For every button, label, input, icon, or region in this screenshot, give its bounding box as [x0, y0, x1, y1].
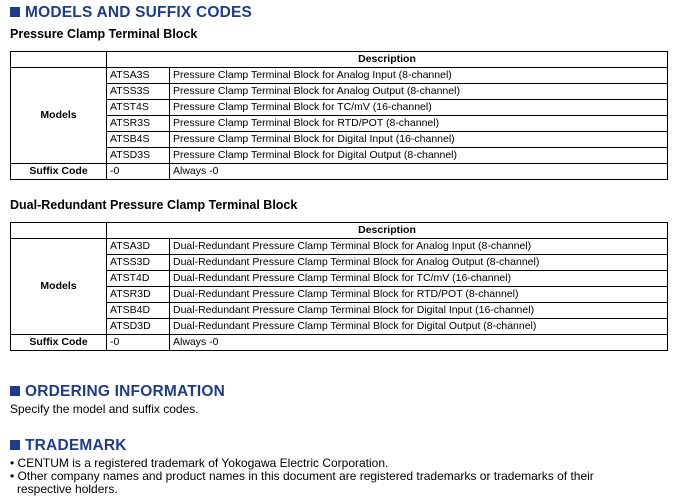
- table-row: [11, 68, 668, 84]
- model-description: Pressure Clamp Terminal Block for Analog Input (8-channel): [170, 68, 668, 84]
- trademark-item: • CENTUM is a registered trademark of Yokogawa Electric Corporation.: [10, 456, 389, 470]
- model-code: ATSR3D: [107, 287, 170, 303]
- table-row: [11, 271, 668, 287]
- table-row: [11, 255, 668, 271]
- model-code: ATSS3S: [107, 84, 170, 100]
- model-code: ATSA3D: [107, 239, 170, 255]
- square-bullet-icon: [10, 440, 20, 450]
- suffix-row: [11, 335, 668, 351]
- table-row: [11, 148, 668, 164]
- suffix-code: -0: [107, 335, 170, 351]
- suffix-description: Always -0: [170, 335, 668, 351]
- table-row: [11, 100, 668, 116]
- description-header: Description: [107, 52, 668, 68]
- models-section-title: MODELS AND SUFFIX CODES: [25, 4, 253, 21]
- model-description: Pressure Clamp Terminal Block for Analog Output (8-channel): [170, 84, 668, 100]
- empty-header-cell: [11, 223, 107, 239]
- model-description: Pressure Clamp Terminal Block for Digital Output (8-channel): [170, 148, 668, 164]
- suffix-description: Always -0: [170, 164, 668, 180]
- trademark-item-continuation: respective holders.: [17, 482, 118, 496]
- model-code: ATST4S: [107, 100, 170, 116]
- description-header: Description: [107, 223, 668, 239]
- model-code: ATSR3S: [107, 116, 170, 132]
- models-section-heading: [10, 4, 252, 22]
- model-description: Pressure Clamp Terminal Block for Digital Input (16-channel): [170, 132, 668, 148]
- model-description: Pressure Clamp Terminal Block for TC/mV (16-channel): [170, 100, 668, 116]
- model-code: ATSD3D: [107, 319, 170, 335]
- suffix-row: [11, 164, 668, 180]
- dual-redundant-table: [10, 222, 668, 351]
- model-description: Dual-Redundant Pressure Clamp Terminal Block for TC/mV (16-channel): [170, 271, 668, 287]
- model-code: ATSD3S: [107, 148, 170, 164]
- table-header-row: [11, 223, 668, 239]
- ordering-section-title: ORDERING INFORMATION: [25, 383, 226, 400]
- trademark-text: [10, 457, 670, 496]
- model-code: ATSA3S: [107, 68, 170, 84]
- ordering-text: [10, 403, 670, 416]
- table2-title: Dual-Redundant Pressure Clamp Terminal Block: [10, 198, 298, 212]
- model-description: Dual-Redundant Pressure Clamp Terminal Block for Analog Input (8-channel): [170, 239, 668, 255]
- table-row: [11, 287, 668, 303]
- table-row: [11, 239, 668, 255]
- suffix-code-label: Suffix Code: [11, 164, 107, 180]
- suffix-code-label: Suffix Code: [11, 335, 107, 351]
- model-code: ATSS3D: [107, 255, 170, 271]
- empty-header-cell: [11, 52, 107, 68]
- table1-title: Pressure Clamp Terminal Block: [10, 27, 198, 41]
- model-description: Pressure Clamp Terminal Block for RTD/POT (8-channel): [170, 116, 668, 132]
- model-description: Dual-Redundant Pressure Clamp Terminal Block for Analog Output (8-channel): [170, 255, 668, 271]
- model-code: ATSB4S: [107, 132, 170, 148]
- square-bullet-icon: [10, 386, 20, 396]
- table-row: [11, 303, 668, 319]
- model-description: Dual-Redundant Pressure Clamp Terminal Block for RTD/POT (8-channel): [170, 287, 668, 303]
- trademark-section-heading: [10, 437, 127, 455]
- models-label: Models: [11, 239, 107, 335]
- model-code: ATST4D: [107, 271, 170, 287]
- ordering-section-heading: [10, 383, 225, 401]
- models-label: Models: [11, 68, 107, 164]
- suffix-code: -0: [107, 164, 170, 180]
- table-row: [11, 116, 668, 132]
- pressure-clamp-table: [10, 51, 668, 180]
- model-description: Dual-Redundant Pressure Clamp Terminal Block for Digital Input (16-channel): [170, 303, 668, 319]
- square-bullet-icon: [10, 7, 20, 17]
- trademark-item: • Other company names and product names in this document are registered trademarks or trademarks of their: [10, 469, 594, 483]
- table-row: [11, 84, 668, 100]
- trademark-section-title: TRADEMARK: [25, 437, 127, 454]
- table-row: [11, 132, 668, 148]
- ordering-text-line: Specify the model and suffix codes.: [10, 402, 199, 416]
- model-description: Dual-Redundant Pressure Clamp Terminal Block for Digital Output (8-channel): [170, 319, 668, 335]
- model-code: ATSB4D: [107, 303, 170, 319]
- table-row: [11, 319, 668, 335]
- table-header-row: [11, 52, 668, 68]
